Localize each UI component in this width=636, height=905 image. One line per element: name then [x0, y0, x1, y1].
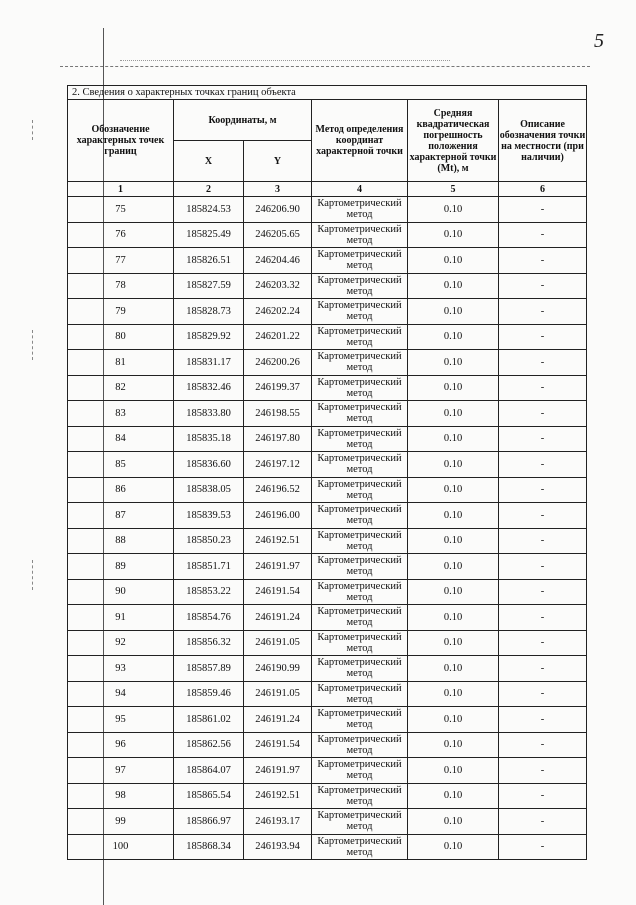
method-cell: Картометрический метод: [312, 375, 408, 401]
y-coordinate-cell: 246191.24: [244, 605, 312, 631]
y-coordinate-cell: 246204.46: [244, 248, 312, 274]
table-row: [68, 273, 587, 299]
method-cell: Картометрический метод: [312, 758, 408, 784]
scan-artifact-rule: [120, 60, 450, 61]
description-cell: -: [499, 656, 587, 682]
method-cell: Картометрический метод: [312, 324, 408, 350]
x-coordinate-cell: 185827.59: [174, 273, 244, 299]
point-id-cell: 76: [68, 222, 174, 248]
description-cell: -: [499, 707, 587, 733]
top-rule: [60, 66, 590, 67]
mean-square-error-cell: 0.10: [408, 503, 499, 529]
table-row: [68, 834, 587, 860]
point-id-cell: 99: [68, 809, 174, 835]
mean-square-error-cell: 0.10: [408, 477, 499, 503]
table-row: [68, 401, 587, 427]
x-coordinate-cell: 185853.22: [174, 579, 244, 605]
method-cell: Картометрический метод: [312, 273, 408, 299]
point-id-cell: 75: [68, 197, 174, 223]
table-row: [68, 503, 587, 529]
table-row: [68, 197, 587, 223]
table-row: [68, 809, 587, 835]
point-id-cell: 93: [68, 656, 174, 682]
point-id-cell: 94: [68, 681, 174, 707]
description-cell: -: [499, 401, 587, 427]
table-row: [68, 248, 587, 274]
description-cell: -: [499, 375, 587, 401]
point-id-cell: 90: [68, 579, 174, 605]
table-row: [68, 299, 587, 325]
y-coordinate-cell: 246198.55: [244, 401, 312, 427]
table-row: [68, 222, 587, 248]
table-row: [68, 324, 587, 350]
mean-square-error-cell: 0.10: [408, 732, 499, 758]
x-coordinate-cell: 185865.54: [174, 783, 244, 809]
description-cell: -: [499, 222, 587, 248]
method-cell: Картометрический метод: [312, 605, 408, 631]
description-cell: -: [499, 528, 587, 554]
description-cell: -: [499, 630, 587, 656]
mean-square-error-cell: 0.10: [408, 707, 499, 733]
method-cell: Картометрический метод: [312, 222, 408, 248]
x-coordinate-cell: 185851.71: [174, 554, 244, 580]
table-row: [68, 452, 587, 478]
method-cell: Картометрический метод: [312, 732, 408, 758]
y-coordinate-cell: 246206.90: [244, 197, 312, 223]
header-coordinates: Координаты, м: [174, 100, 312, 141]
x-coordinate-cell: 185866.97: [174, 809, 244, 835]
description-cell: -: [499, 579, 587, 605]
description-cell: -: [499, 809, 587, 835]
header-point-designation: Обозначение характерных точек границ: [68, 100, 174, 182]
method-cell: Картометрический метод: [312, 681, 408, 707]
table-row: [68, 579, 587, 605]
x-coordinate-cell: 185854.76: [174, 605, 244, 631]
description-cell: -: [499, 452, 587, 478]
mean-square-error-cell: 0.10: [408, 554, 499, 580]
description-cell: -: [499, 681, 587, 707]
x-coordinate-cell: 185825.49: [174, 222, 244, 248]
mean-square-error-cell: 0.10: [408, 273, 499, 299]
mean-square-error-cell: 0.10: [408, 324, 499, 350]
y-coordinate-cell: 246197.12: [244, 452, 312, 478]
table-row: [68, 554, 587, 580]
point-id-cell: 95: [68, 707, 174, 733]
method-cell: Картометрический метод: [312, 248, 408, 274]
x-coordinate-cell: 185859.46: [174, 681, 244, 707]
x-coordinate-cell: 185835.18: [174, 426, 244, 452]
y-coordinate-cell: 246203.32: [244, 273, 312, 299]
y-coordinate-cell: 246199.37: [244, 375, 312, 401]
point-id-cell: 85: [68, 452, 174, 478]
point-id-cell: 86: [68, 477, 174, 503]
table-caption: 2. Сведения о характерных точках границ объекта: [68, 86, 587, 100]
point-id-cell: 96: [68, 732, 174, 758]
mean-square-error-cell: 0.10: [408, 630, 499, 656]
description-cell: -: [499, 554, 587, 580]
description-cell: -: [499, 426, 587, 452]
y-coordinate-cell: 246192.51: [244, 528, 312, 554]
mean-square-error-cell: 0.10: [408, 809, 499, 835]
y-coordinate-cell: 246193.94: [244, 834, 312, 860]
x-coordinate-cell: 185839.53: [174, 503, 244, 529]
method-cell: Картометрический метод: [312, 528, 408, 554]
y-coordinate-cell: 246190.99: [244, 656, 312, 682]
method-cell: Картометрический метод: [312, 656, 408, 682]
y-coordinate-cell: 246196.52: [244, 477, 312, 503]
column-number: 6: [499, 182, 587, 197]
y-coordinate-cell: 246202.24: [244, 299, 312, 325]
method-cell: Картометрический метод: [312, 197, 408, 223]
header-mean-square-error: Средняя квадратическая погрешность положения характерной точки (Mt), м: [408, 100, 499, 182]
point-id-cell: 84: [68, 426, 174, 452]
table-row: [68, 783, 587, 809]
table-row: [68, 528, 587, 554]
mean-square-error-cell: 0.10: [408, 350, 499, 376]
method-cell: Картометрический метод: [312, 477, 408, 503]
description-cell: -: [499, 732, 587, 758]
table-row: [68, 681, 587, 707]
column-number: 4: [312, 182, 408, 197]
y-coordinate-cell: 246191.54: [244, 732, 312, 758]
x-coordinate-cell: 185862.56: [174, 732, 244, 758]
column-number: 5: [408, 182, 499, 197]
table-row: [68, 656, 587, 682]
x-coordinate-cell: 185831.17: [174, 350, 244, 376]
description-cell: -: [499, 477, 587, 503]
table-row: [68, 350, 587, 376]
x-coordinate-cell: 185856.32: [174, 630, 244, 656]
description-cell: -: [499, 273, 587, 299]
description-cell: -: [499, 834, 587, 860]
mean-square-error-cell: 0.10: [408, 681, 499, 707]
y-coordinate-cell: 246191.05: [244, 630, 312, 656]
mean-square-error-cell: 0.10: [408, 375, 499, 401]
description-cell: -: [499, 324, 587, 350]
method-cell: Картометрический метод: [312, 299, 408, 325]
table-row: [68, 732, 587, 758]
table-row: [68, 477, 587, 503]
point-id-cell: 100: [68, 834, 174, 860]
boundary-points-table: [67, 85, 587, 860]
point-id-cell: 89: [68, 554, 174, 580]
table-row: [68, 630, 587, 656]
point-id-cell: 81: [68, 350, 174, 376]
description-cell: -: [499, 197, 587, 223]
point-id-cell: 97: [68, 758, 174, 784]
point-id-cell: 83: [68, 401, 174, 427]
method-cell: Картометрический метод: [312, 554, 408, 580]
y-coordinate-cell: 246201.22: [244, 324, 312, 350]
y-coordinate-cell: 246191.97: [244, 554, 312, 580]
table-row: [68, 426, 587, 452]
y-coordinate-cell: 246197.80: [244, 426, 312, 452]
y-coordinate-cell: 246205.65: [244, 222, 312, 248]
mean-square-error-cell: 0.10: [408, 426, 499, 452]
method-cell: Картометрический метод: [312, 401, 408, 427]
mean-square-error-cell: 0.10: [408, 579, 499, 605]
description-cell: -: [499, 783, 587, 809]
point-id-cell: 77: [68, 248, 174, 274]
point-id-cell: 87: [68, 503, 174, 529]
table-row: [68, 758, 587, 784]
header-x: X: [174, 141, 244, 182]
description-cell: -: [499, 758, 587, 784]
x-coordinate-cell: 185824.53: [174, 197, 244, 223]
x-coordinate-cell: 185828.73: [174, 299, 244, 325]
mean-square-error-cell: 0.10: [408, 528, 499, 554]
y-coordinate-cell: 246191.05: [244, 681, 312, 707]
page-number: 5: [594, 30, 604, 52]
point-id-cell: 78: [68, 273, 174, 299]
mean-square-error-cell: 0.10: [408, 605, 499, 631]
method-cell: Картометрический метод: [312, 503, 408, 529]
mean-square-error-cell: 0.10: [408, 401, 499, 427]
table-row: [68, 707, 587, 733]
header-description: Описание обозначения точки на местности (при наличии): [499, 100, 587, 182]
method-cell: Картометрический метод: [312, 426, 408, 452]
point-id-cell: 80: [68, 324, 174, 350]
point-id-cell: 79: [68, 299, 174, 325]
point-id-cell: 91: [68, 605, 174, 631]
point-id-cell: 88: [68, 528, 174, 554]
point-id-cell: 82: [68, 375, 174, 401]
x-coordinate-cell: 185850.23: [174, 528, 244, 554]
method-cell: Картометрический метод: [312, 707, 408, 733]
table-body: [68, 197, 587, 860]
table-row: [68, 605, 587, 631]
description-cell: -: [499, 350, 587, 376]
x-coordinate-cell: 185836.60: [174, 452, 244, 478]
x-coordinate-cell: 185868.34: [174, 834, 244, 860]
table-row: [68, 375, 587, 401]
x-coordinate-cell: 185864.07: [174, 758, 244, 784]
y-coordinate-cell: 246196.00: [244, 503, 312, 529]
header-y: Y: [244, 141, 312, 182]
mean-square-error-cell: 0.10: [408, 299, 499, 325]
scan-mark: [32, 120, 33, 140]
method-cell: Картометрический метод: [312, 452, 408, 478]
description-cell: -: [499, 248, 587, 274]
scan-mark: [32, 330, 33, 360]
column-number: 2: [174, 182, 244, 197]
y-coordinate-cell: 246192.51: [244, 783, 312, 809]
x-coordinate-cell: 185829.92: [174, 324, 244, 350]
method-cell: Картометрический метод: [312, 834, 408, 860]
x-coordinate-cell: 185838.05: [174, 477, 244, 503]
x-coordinate-cell: 185861.02: [174, 707, 244, 733]
y-coordinate-cell: 246191.54: [244, 579, 312, 605]
header-method: Метод определения координат характерной точки: [312, 100, 408, 182]
method-cell: Картометрический метод: [312, 783, 408, 809]
column-number: 3: [244, 182, 312, 197]
description-cell: -: [499, 299, 587, 325]
mean-square-error-cell: 0.10: [408, 656, 499, 682]
x-coordinate-cell: 185826.51: [174, 248, 244, 274]
method-cell: Картометрический метод: [312, 630, 408, 656]
y-coordinate-cell: 246193.17: [244, 809, 312, 835]
method-cell: Картометрический метод: [312, 350, 408, 376]
scan-mark: [32, 560, 33, 590]
mean-square-error-cell: 0.10: [408, 758, 499, 784]
method-cell: Картометрический метод: [312, 809, 408, 835]
mean-square-error-cell: 0.10: [408, 452, 499, 478]
mean-square-error-cell: 0.10: [408, 197, 499, 223]
description-cell: -: [499, 605, 587, 631]
y-coordinate-cell: 246191.24: [244, 707, 312, 733]
mean-square-error-cell: 0.10: [408, 834, 499, 860]
y-coordinate-cell: 246200.26: [244, 350, 312, 376]
x-coordinate-cell: 185857.89: [174, 656, 244, 682]
point-id-cell: 92: [68, 630, 174, 656]
mean-square-error-cell: 0.10: [408, 248, 499, 274]
description-cell: -: [499, 503, 587, 529]
point-id-cell: 98: [68, 783, 174, 809]
mean-square-error-cell: 0.10: [408, 783, 499, 809]
column-number: 1: [68, 182, 174, 197]
column-number-row: [68, 182, 587, 197]
mean-square-error-cell: 0.10: [408, 222, 499, 248]
x-coordinate-cell: 185833.80: [174, 401, 244, 427]
method-cell: Картометрический метод: [312, 579, 408, 605]
x-coordinate-cell: 185832.46: [174, 375, 244, 401]
y-coordinate-cell: 246191.97: [244, 758, 312, 784]
